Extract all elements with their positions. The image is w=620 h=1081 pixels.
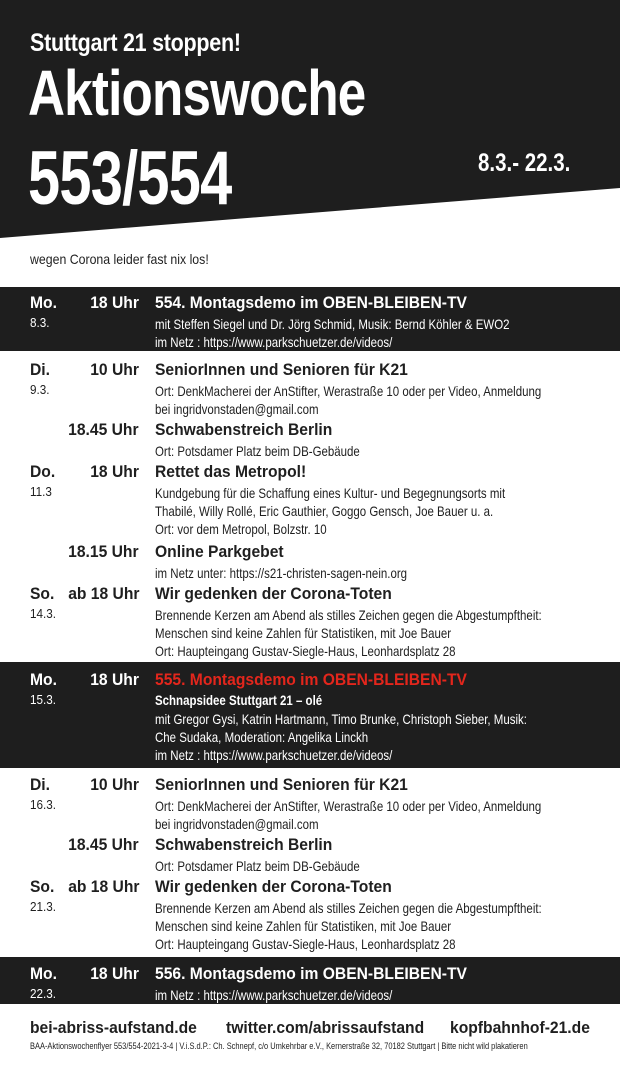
event-time: 18.45 Uhr — [68, 835, 139, 854]
header-supertitle: Stuttgart 21 stoppen! — [30, 29, 241, 57]
event-detail: Ort: DenkMacherei der AnStifter, Werastraße 10 oder per Video, Anmeldung — [155, 383, 542, 399]
footer-link-twitter[interactable]: twitter.com/abrissaufstand — [226, 1018, 425, 1037]
event-date: 15.3. — [30, 692, 57, 707]
event-date: 21.3. — [30, 899, 57, 914]
event-title: Online Parkgebet — [155, 542, 284, 561]
event-detail: im Netz : https://www.parkschuetzer.de/videos/ — [155, 987, 393, 1003]
event-detail: mit Steffen Siegel und Dr. Jörg Schmid, Musik: Bernd Köhler & EWO2 — [155, 316, 510, 332]
event-time: ab 18 Uhr — [67, 584, 139, 603]
event-subtitle: Schnapsidee Stuttgart 21 – olé — [155, 692, 323, 708]
imprint: BAA-Aktionswochenflyer 553/554-2021-3-4 | V.i.S.d.P.: Ch. Schnepf, c/o Umkehrbar e.V., Kernerstraße 32, 70182 Stuttgart | Bitte nicht wild plakatieren — [30, 1041, 528, 1051]
event-time: 18.15 Uhr — [68, 542, 139, 561]
event-day: So. — [30, 584, 55, 603]
footer-links — [30, 1017, 590, 1039]
event-detail: Che Sudaka, Moderation: Angelika Linckh — [155, 729, 369, 745]
event-detail: bei ingridvonstaden@gmail.com — [155, 816, 319, 832]
event-title: 555. Montagsdemo im OBEN-BLEIBEN-TV — [155, 670, 467, 689]
event-title: Schwabenstreich Berlin — [155, 835, 333, 854]
event-detail: Kundgebung für die Schaffung eines Kultur- und Begegnungsorts mit — [155, 485, 506, 501]
corona-note: wegen Corona leider fast nix los! — [30, 251, 209, 267]
event-detail: Menschen sind keine Zahlen für Statistiken, mit Joe Bauer — [155, 625, 452, 641]
event-day: Mo. — [30, 964, 57, 983]
event-date: 8.3. — [30, 315, 50, 330]
event-title: Rettet das Metropol! — [155, 462, 307, 481]
event-title: 556. Montagsdemo im OBEN-BLEIBEN-TV — [155, 964, 467, 983]
event-detail: Ort: Haupteingang Gustav-Siegle-Haus, Leonhardsplatz 28 — [155, 936, 456, 952]
event-detail: im Netz unter: https://s21-christen-sagen-nein.org — [155, 565, 408, 581]
event-time: 18.45 Uhr — [68, 420, 139, 439]
event-detail: Brennende Kerzen am Abend als stilles Zeichen gegen die Abgestumpftheit: — [155, 900, 542, 916]
event-time: 18 Uhr — [90, 670, 139, 689]
event-detail: Ort: Potsdamer Platz beim DB-Gebäude — [155, 443, 360, 459]
event-detail: Thabilé, Willy Rollé, Eric Gauthier, Goggo Gensch, Joe Bauer u. a. — [155, 503, 494, 519]
event-date: 22.3. — [30, 986, 57, 1001]
event-detail: Ort: DenkMacherei der AnStifter, Werastraße 10 oder per Video, Anmeldung — [155, 798, 542, 814]
event-date: 9.3. — [30, 382, 50, 397]
event-title: SeniorInnen und Senioren für K21 — [155, 360, 408, 379]
event-detail: bei ingridvonstaden@gmail.com — [155, 401, 319, 417]
event-title: 554. Montagsdemo im OBEN-BLEIBEN-TV — [155, 293, 467, 312]
event-title: Schwabenstreich Berlin — [155, 420, 333, 439]
event-day: Di. — [30, 775, 50, 794]
event-time: 18 Uhr — [90, 293, 139, 312]
footer-link-kopfbahnhof[interactable]: kopfbahnhof-21.de — [450, 1018, 590, 1037]
event-detail: Brennende Kerzen am Abend als stilles Zeichen gegen die Abgestumpftheit: — [155, 607, 542, 623]
footer-link-website[interactable]: bei-abriss-aufstand.de — [30, 1018, 197, 1037]
event-day: Mo. — [30, 293, 57, 312]
event-title: SeniorInnen und Senioren für K21 — [155, 775, 408, 794]
header-dates: 8.3.- 22.3. — [478, 149, 571, 177]
header-title: Aktionswoche — [28, 57, 366, 129]
event-time: 10 Uhr — [90, 360, 139, 379]
event-day: So. — [30, 877, 55, 896]
event-detail: Menschen sind keine Zahlen für Statistiken, mit Joe Bauer — [155, 918, 452, 934]
event-day: Mo. — [30, 670, 57, 689]
header-number: 553/554 — [28, 136, 232, 221]
event-time: 18 Uhr — [90, 964, 139, 983]
event-detail: Ort: Potsdamer Platz beim DB-Gebäude — [155, 858, 360, 874]
event-date: 16.3. — [30, 797, 57, 812]
event-detail: Ort: vor dem Metropol, Bolzstr. 10 — [155, 521, 327, 537]
event-date: 11.3 — [30, 484, 52, 499]
event-time: 10 Uhr — [90, 775, 139, 794]
event-day: Di. — [30, 360, 50, 379]
event-time: ab 18 Uhr — [67, 877, 139, 896]
event-date: 14.3. — [30, 606, 57, 621]
event-title: Wir gedenken der Corona-Toten — [155, 584, 392, 603]
event-time: 18 Uhr — [90, 462, 139, 481]
event-day: Do. — [30, 462, 56, 481]
event-title: Wir gedenken der Corona-Toten — [155, 877, 392, 896]
event-detail: im Netz : https://www.parkschuetzer.de/videos/ — [155, 747, 393, 763]
event-detail: mit Gregor Gysi, Katrin Hartmann, Timo Brunke, Christoph Sieber, Musik: — [155, 711, 527, 727]
event-detail: im Netz : https://www.parkschuetzer.de/videos/ — [155, 334, 393, 350]
event-detail: Ort: Haupteingang Gustav-Siegle-Haus, Leonhardsplatz 28 — [155, 643, 456, 659]
